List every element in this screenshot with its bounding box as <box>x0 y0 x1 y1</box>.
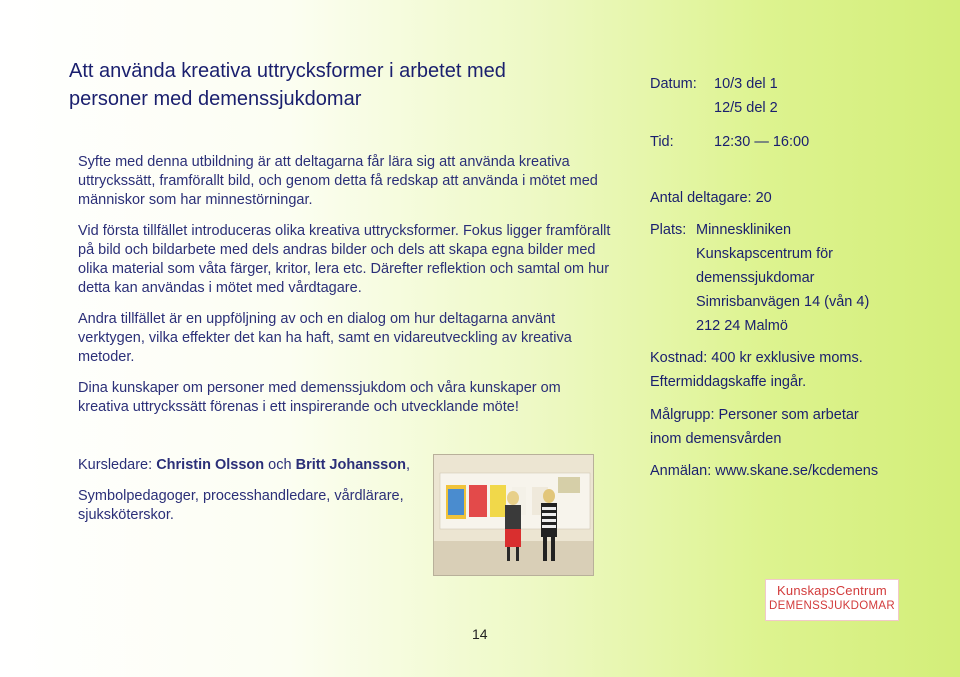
location-line-1: Minneskliniken <box>696 222 792 238</box>
page-title <box>69 57 589 113</box>
first-session-intro: Vid första tillfället introduceras olika kreativa uttrycksformer. <box>78 223 459 239</box>
date-value-1: 10/3 del 1 <box>714 76 778 92</box>
info-location <box>650 218 950 338</box>
time-label: Tid: <box>650 134 674 150</box>
logo-line-1: KunskapsCentrum <box>777 583 887 598</box>
time-value: 12:30 — 16:00 <box>714 134 810 150</box>
second-session-paragraph: Andra tillfället är en uppföljning av och en dialog om hur deltagarna använt verktygen, vilka effekter det kan ha haft, samt en vidareutveckling av kreativa metoder. <box>78 311 572 365</box>
workshop-photo-illustration <box>434 455 593 575</box>
first-session-details: Fokus ligger framförallt på bild och bildarbete med dels andras bilder och dels att skapa egna bilder med olika material som våta färger, kritor, lera etc. Därefter reflektion och samtal om hur detta kan användas i mötet med vårdtagare. <box>78 223 611 296</box>
leader-name-1: Christin Olsson <box>156 457 265 473</box>
info-date <box>650 72 950 120</box>
closing-paragraph: Dina kunskaper om personer med demenssjukdom och våra kunskaper om kreativa uttryckssätt förenas i ett inspirerande och utvecklande möte! <box>78 380 561 415</box>
leader-roles: Symbolpedagoger, processhandledare, vårdlärare, sjuksköterskor. <box>78 488 404 523</box>
location-line-3: demenssjukdomar <box>696 270 815 286</box>
participants-count: Antal deltagare: 20 <box>650 190 772 206</box>
registration-info: Anmälan: www.skane.se/kcdemens <box>650 463 879 479</box>
course-leaders-label: Kursledare: <box>78 457 157 473</box>
workshop-photo <box>433 454 594 576</box>
target-group-line-2: inom demensvården <box>650 431 782 447</box>
course-leaders <box>78 456 428 475</box>
location-line-2: Kunskapscentrum för <box>696 246 834 262</box>
location-line-4: Simrisbanvägen 14 (vån 4) <box>696 294 870 310</box>
cost-line: Kostnad: 400 kr exklusive moms. <box>650 350 863 366</box>
title-line-2: personer med demenssjukdomar <box>69 88 362 110</box>
first-session-paragraph <box>78 222 613 298</box>
leader-name-2: Britt Johansson <box>295 457 406 473</box>
leaders-suffix: , <box>405 457 410 473</box>
location-label: Plats: <box>650 222 687 238</box>
page-number: 14 <box>472 626 488 642</box>
info-time <box>650 130 950 154</box>
coffee-line: Eftermiddagskaffe ingår. <box>650 374 807 390</box>
target-group-line-1: Målgrupp: Personer som arbetar <box>650 407 859 423</box>
cost-info <box>650 346 950 394</box>
purpose-paragraph: Syfte med denna utbildning är att deltagarna får lära sig att använda kreativa uttryckssätt, framförallt bild, och genom detta få redskap att använda i mötet med människor som har minnestörningar. <box>78 154 598 208</box>
location-line-5: 212 24 Malmö <box>696 318 788 334</box>
date-label: Datum: <box>650 76 697 92</box>
title-line-1: Att använda kreativa uttrycksformer i arbetet med <box>69 60 506 82</box>
logo-line-2: DEMENSSJUKDOMAR <box>769 600 895 612</box>
date-value-2: 12/5 del 2 <box>714 100 778 116</box>
leaders-conjunction: och <box>264 457 296 473</box>
kunskapscentrum-logo <box>765 579 899 621</box>
target-group <box>650 403 950 451</box>
